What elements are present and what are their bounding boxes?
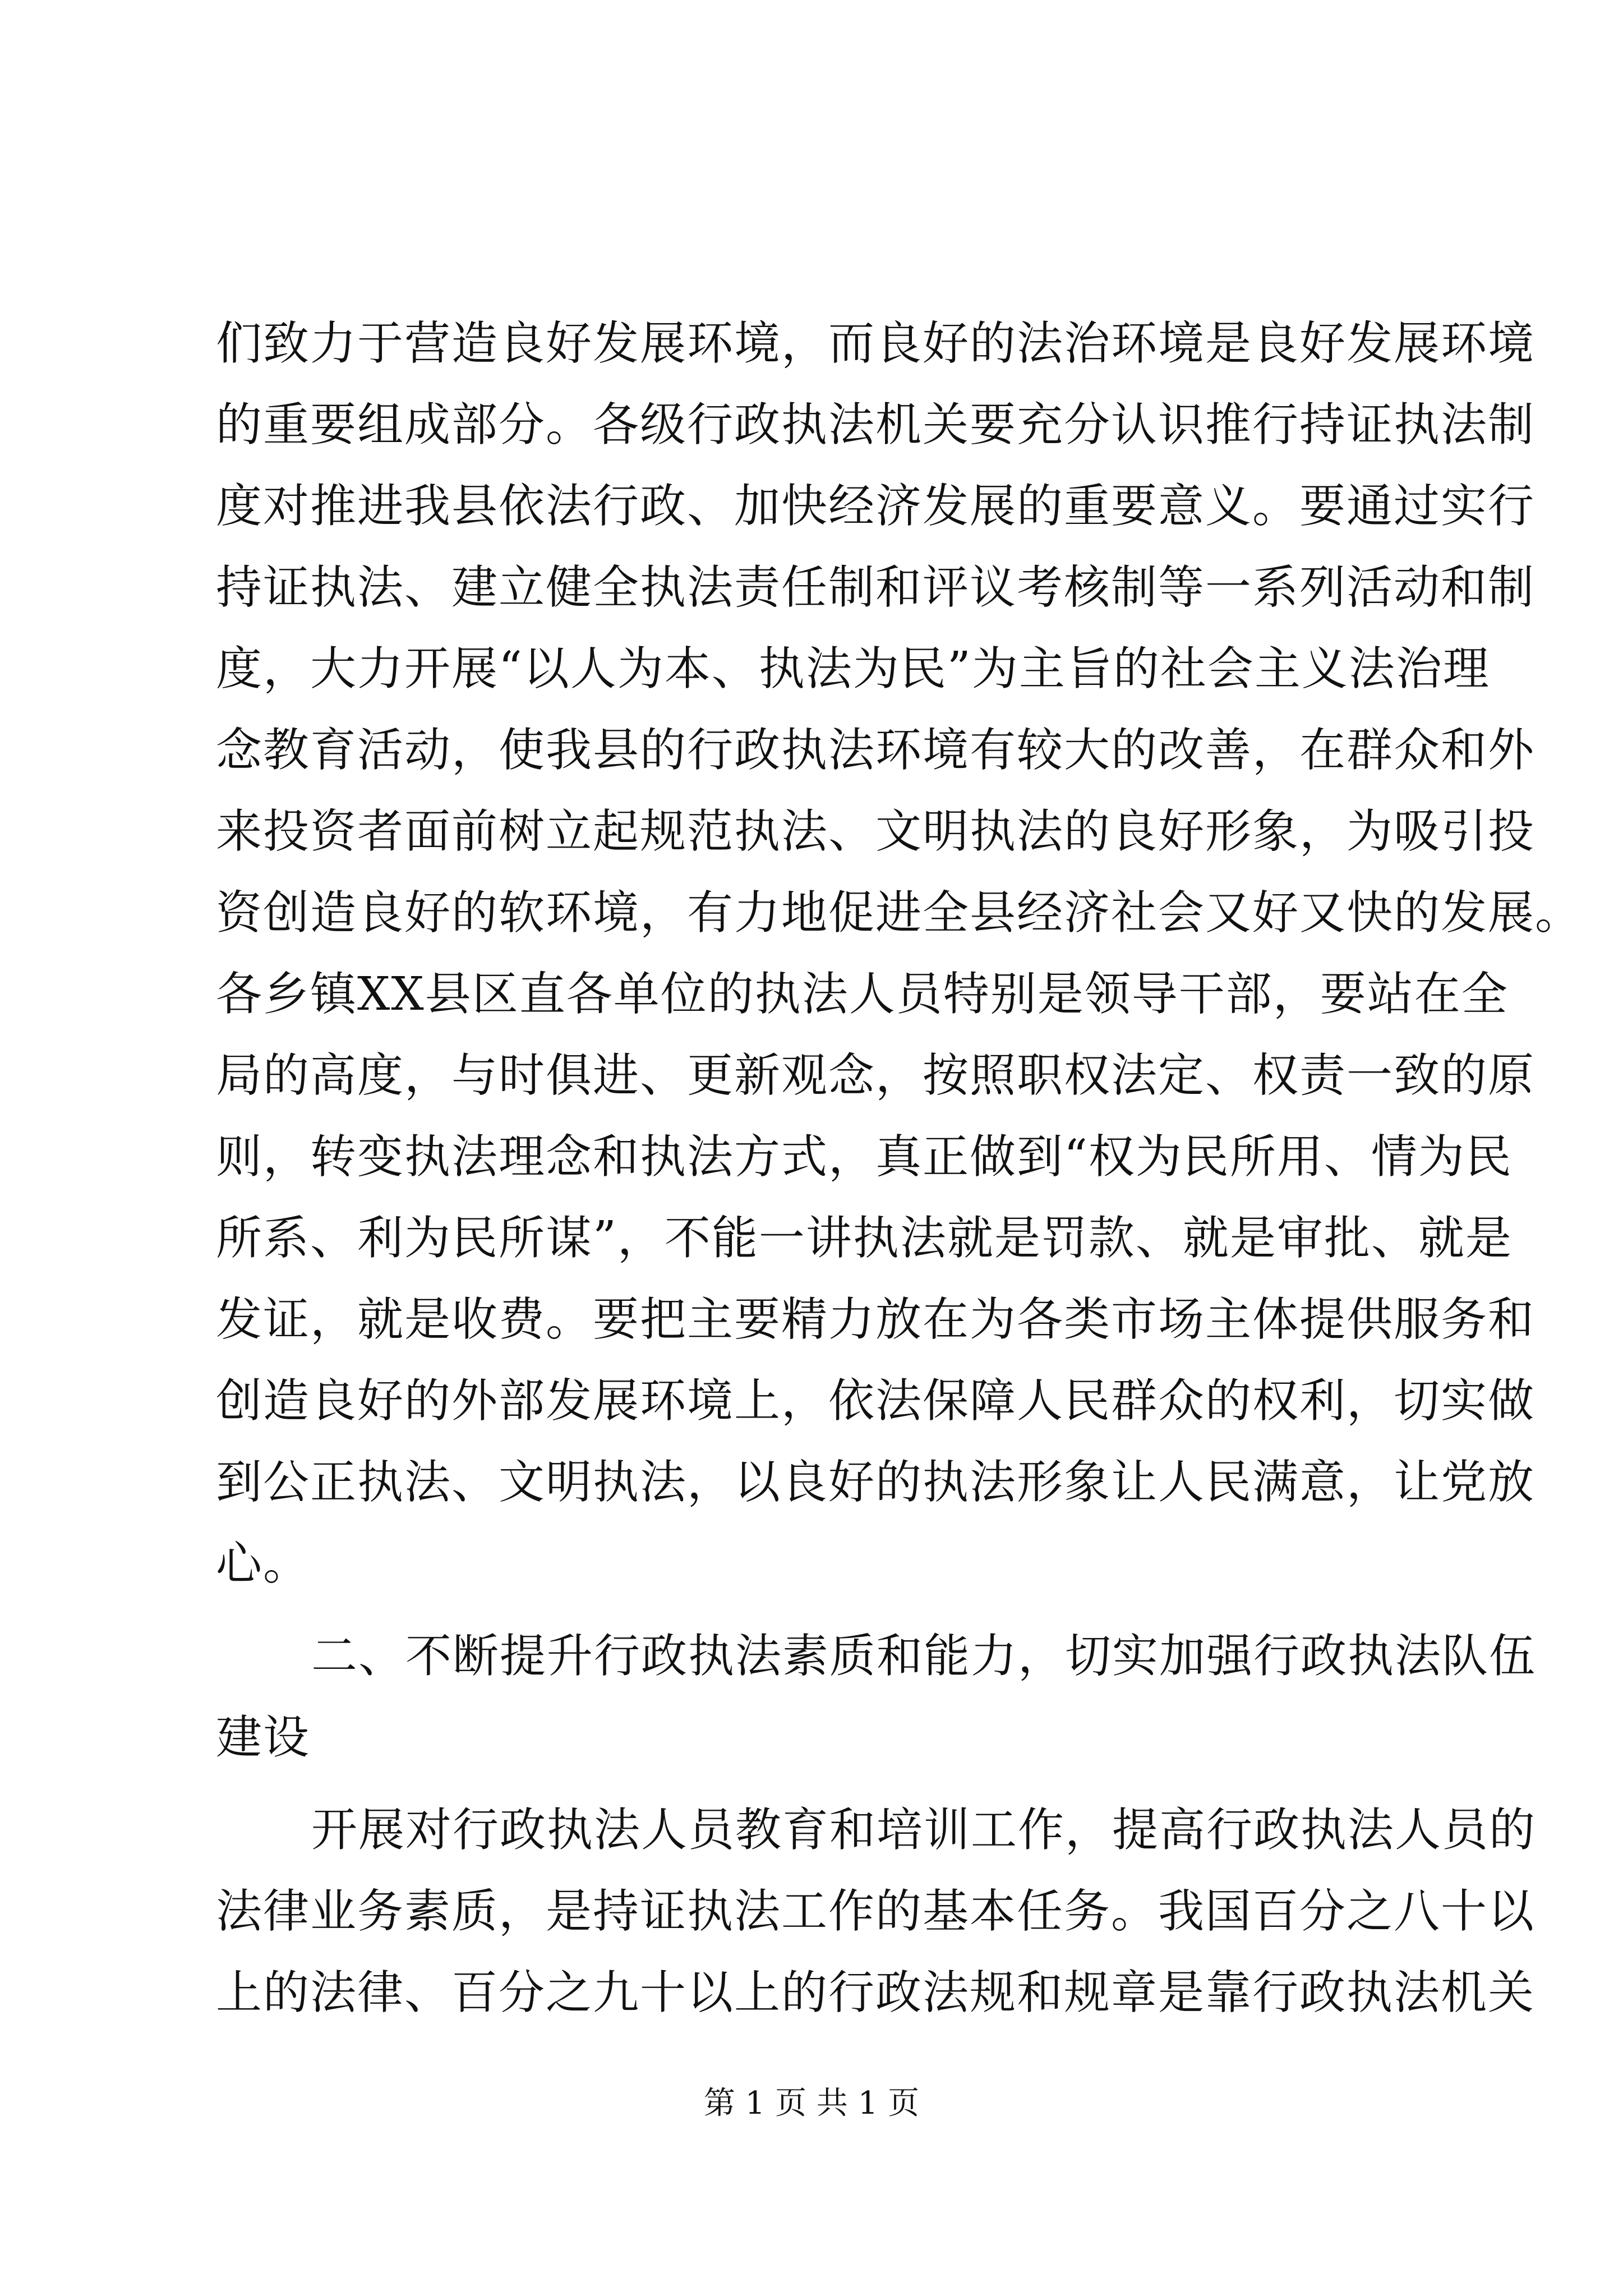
text-line: 来投资者面前树立起规范执法、文明执法的良好形象，为吸引投 [216,805,1536,858]
page-footer [0,2084,1623,2123]
text-line: 发证，就是收费。要把主要精力放在为各类市场主体提供服务和 [216,1293,1536,1346]
section-heading-line: 二、不断提升行政执法素质和能力，切实加强行政执法队伍 [311,1630,1537,1683]
text-line: 到公正执法、文明执法，以良好的执法形象让人民满意，让党放 [216,1456,1536,1509]
text-line: 局的高度，与时俱进、更新观念，按照职权法定、权责一致的原 [216,1049,1536,1102]
text-line: 度，大力开展“以人为本、执法为民”为主旨的社会主义法治理 [216,642,1490,696]
text-line: 开展对行政执法人员教育和培训工作，提高行政执法人员的 [311,1803,1537,1857]
text-line: 的重要组成部分。各级行政执法机关要充分认识推行持证执法制 [216,398,1536,452]
text-line: 则，转变执法理念和执法方式，真正做到“权为民所用、情为民 [216,1130,1513,1184]
text-line: 所系、利为民所谋”，不能一讲执法就是罚款、就是审批、就是 [216,1212,1513,1265]
page-number: 第 1 页 共 1 页 [703,2085,920,2122]
text-line: 心。 [216,1537,311,1590]
text-line: 上的法律、百分之九十以上的行政法规和规章是靠行政执法机关 [216,1966,1536,2019]
text-line: 资创造良好的软环境，有力地促进全县经济社会又好又快的发展。 [216,886,1583,940]
text-line: 持证执法、建立健全执法责任制和评议考核制等一系列活动和制 [216,561,1536,614]
text-line: 各乡镇XX县区直各单位的执法人员特别是领导干部，要站在全 [216,968,1509,1021]
text-line: 度对推进我县依法行政、加快经济发展的重要意义。要通过实行 [216,480,1536,533]
section-heading-line: 建设 [216,1711,311,1764]
text-line: 法律业务素质，是持证执法工作的基本任务。我国百分之八十以 [216,1885,1536,1938]
text-line: 念教育活动，使我县的行政执法环境有较大的改善，在群众和外 [216,724,1536,777]
body-text [216,303,1583,2033]
text-line: 们致力于营造良好发展环境，而良好的法治环境是良好发展环境 [216,317,1536,370]
text-line: 创造良好的外部发展环境上，依法保障人民群众的权利，切实做 [216,1374,1536,1428]
